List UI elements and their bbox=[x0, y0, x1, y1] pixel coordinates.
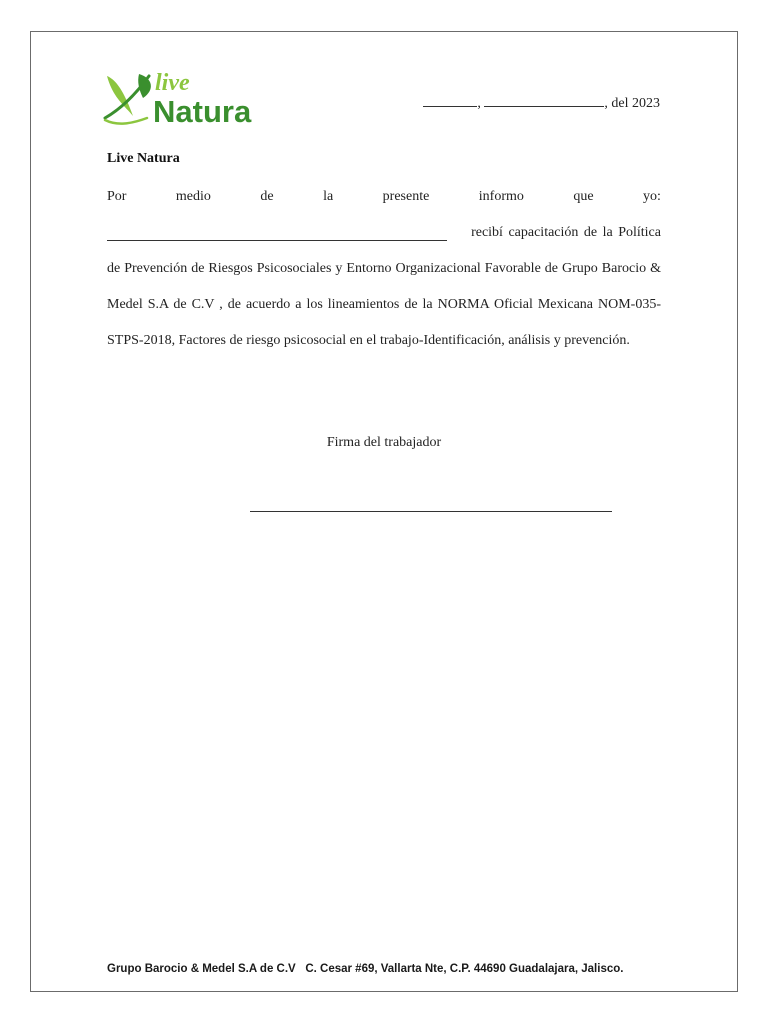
name-line bbox=[107, 215, 661, 251]
word: yo: bbox=[643, 189, 661, 204]
day-blank[interactable] bbox=[423, 92, 477, 107]
document-page bbox=[30, 31, 738, 992]
footer-address: C. Cesar #69, Vallarta Nte, C.P. 44690 Guadalajara, Jalisco. bbox=[305, 963, 624, 975]
word: presente bbox=[382, 189, 430, 204]
date-comma: , bbox=[477, 96, 481, 111]
logo-text-live: live bbox=[155, 70, 190, 96]
logo-text-natura: Natura bbox=[153, 94, 252, 128]
date-line bbox=[423, 92, 660, 112]
date-suffix: , del 2023 bbox=[604, 96, 660, 111]
paragraph-text: de Prevención de Riesgos Psicosociales y Entorno Organizacional Favorable de Grupo Barocio & Medel S.A de C.V , de acuerdo a los lineamientos de la NORMA Oficial Mexicana NOM-035-STPS-2018, Factores de riesgo psicosocial en el trabajo-Identificación, análisis y prevención. bbox=[107, 261, 661, 348]
word: la bbox=[323, 189, 334, 204]
signature-label: Firma del trabajador bbox=[326, 435, 442, 450]
worker-name-blank[interactable] bbox=[107, 226, 447, 241]
word: informo bbox=[478, 189, 524, 204]
word: de bbox=[260, 189, 274, 204]
word: que bbox=[573, 189, 594, 204]
word: Por bbox=[107, 189, 127, 204]
month-blank[interactable] bbox=[484, 92, 604, 107]
swoosh-icon bbox=[105, 118, 147, 124]
after-blank-text: recibí capacitación de la Política bbox=[471, 225, 661, 240]
first-line bbox=[107, 179, 661, 215]
footer bbox=[107, 963, 623, 975]
word: medio bbox=[175, 189, 211, 204]
leaf-icon bbox=[107, 76, 133, 116]
document-title: Live Natura bbox=[107, 151, 180, 166]
footer-company: Grupo Barocio & Medel S.A de C.V bbox=[107, 963, 296, 975]
live-natura-logo bbox=[103, 68, 281, 128]
document-body bbox=[107, 179, 661, 359]
signature-line[interactable] bbox=[250, 511, 612, 512]
